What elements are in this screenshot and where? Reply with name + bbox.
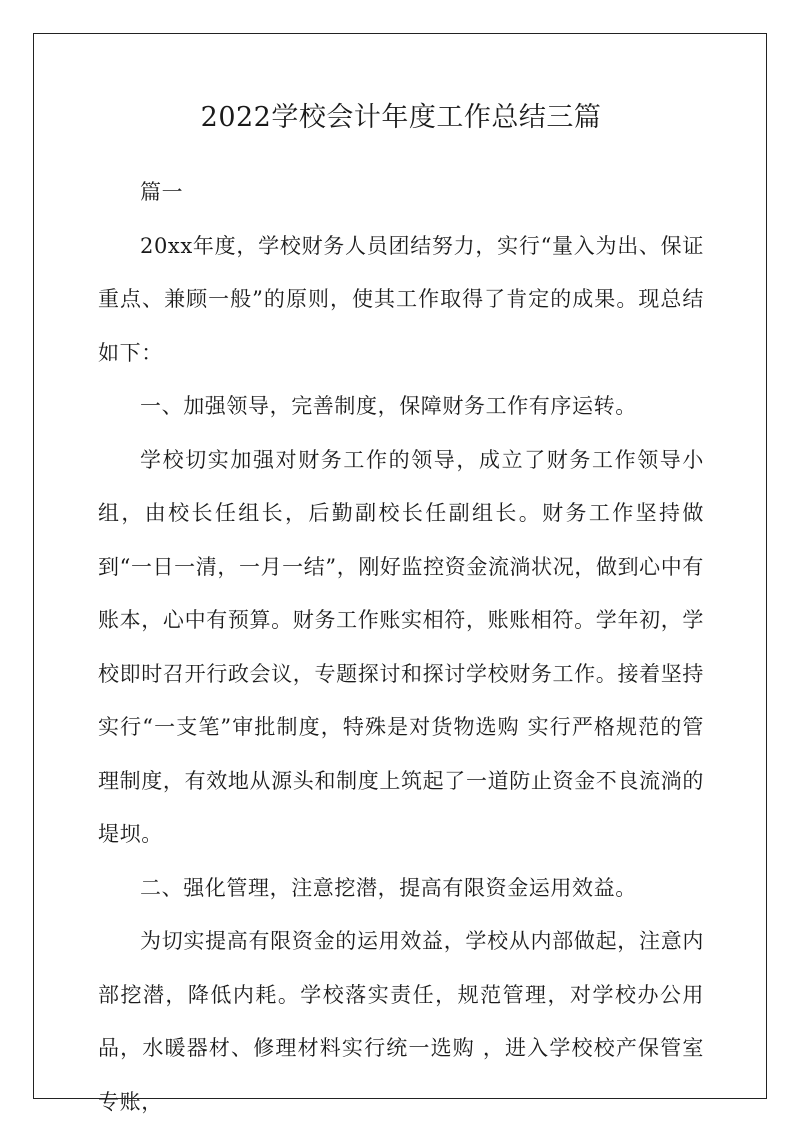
document-body [98,98,704,1129]
body-paragraph-one: 学校切实加强对财务工作的领导，成立了财务工作领导小组，由校长任组长，后勤副校长任副组长。财务工作坚持做到“一日一清，一月一结”，刚好监控资金流淌状况，做到心中有账本，心中有预算。财务工作账实相符，账账相符。学年初，学校即时召开行政会议，专题探讨和探讨学校财务工作。接着坚持实行“一支笔”审批制度，特殊是对货物选购 实行严格规范的管理制度，有效地从源头和制度上筑起了一道防止资金不良流淌的堤坝。 [98,447,704,846]
section-heading-two: 二、强化管理，注意挖潜，提高有限资金运用效益。 [140,875,637,900]
body-paragraph-two: 为切实提高有限资金的运用效益，学校从内部做起，注意内部挖潜，降低内耗。学校落实责任，规范管理，对学校办公用品，水暖器材、修理材料实行统一选购 ，进入学校校产保管室专账， [98,929,704,1114]
intro-paragraph: 20xx年度，学校财务人员团结努力，实行“量入为出、保证重点、兼顾一般”的原则，使其工作取得了肯定的成果。现总结如下： [98,233,704,365]
section-heading-one: 一、加强领导，完善制度，保障财务工作有序运转。 [140,394,637,418]
document-title: 2022学校会计年度工作总结三篇 [200,102,602,133]
section-heading-part-one: 篇一 [140,180,184,204]
